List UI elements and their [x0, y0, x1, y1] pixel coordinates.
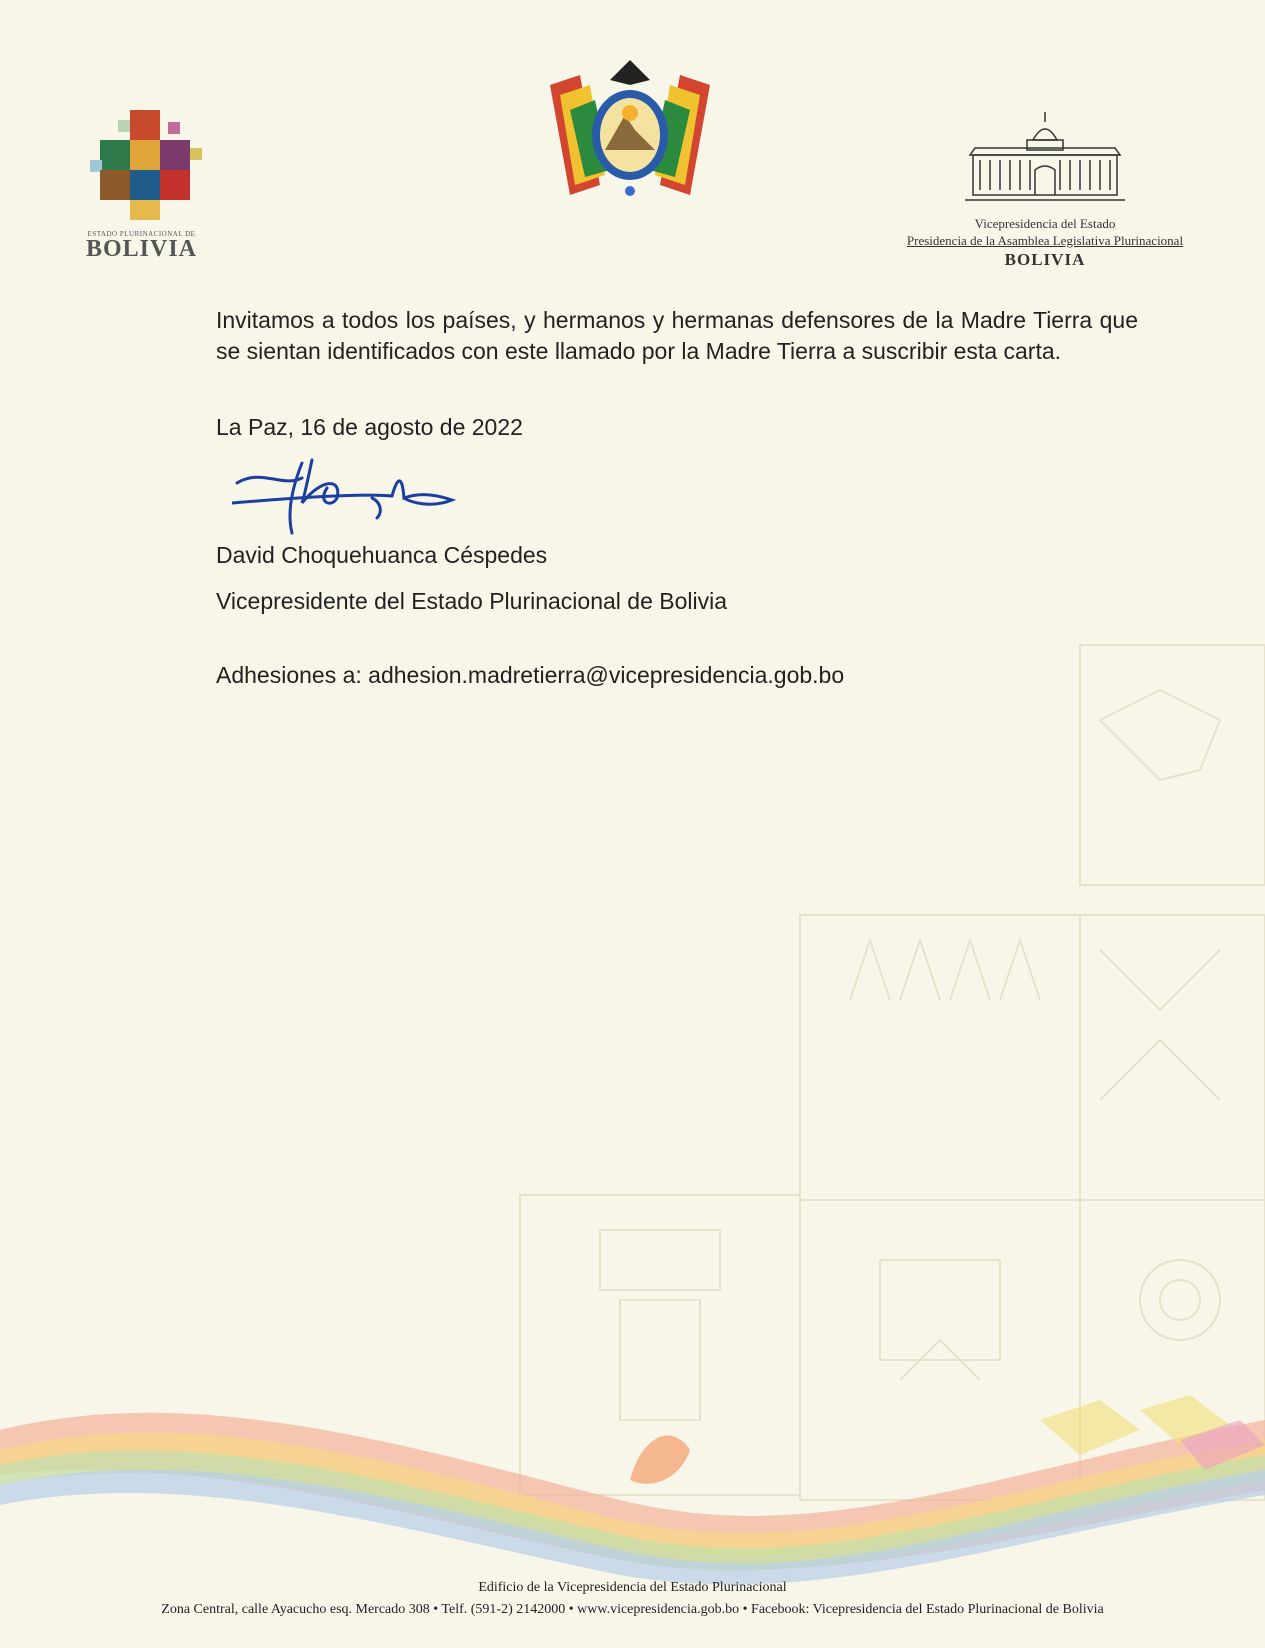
- presidencia-asamblea-line: Presidencia de la Asamblea Legislativa Plurinacional: [906, 233, 1184, 248]
- adhesion-contact: Adhesiones a: adhesion.madretierra@vicepresidencia.gob.bo: [216, 662, 845, 688]
- legislative-building-logo: [965, 110, 1125, 210]
- signer-title: Vicepresidente del Estado Plurinacional de Bolivia: [216, 588, 728, 614]
- letter-date: La Paz, 16 de agosto de 2022: [216, 414, 523, 440]
- chakana-logo: [88, 108, 203, 223]
- footer-address: Zona Central, calle Ayacucho esq. Mercado 308 • Telf. (591-2) 2142000 • www.vicepresidencia.gob.bo • Facebook: Vicepresidencia del Estado Plurinacional de Bolivia: [161, 1602, 1104, 1617]
- vicepresidencia-line: Vicepresidencia del Estado: [974, 216, 1116, 231]
- bolivia-label: BOLIVIA: [85, 236, 198, 262]
- signature: [232, 458, 472, 538]
- signer-name: David Choquehuanca Céspedes: [216, 542, 548, 568]
- invitation-paragraph: Invitamos a todos los países, y hermanos y hermanas defensores de la Madre Tierra que se sientan identificados con este llamado por la Madre Tierra a suscribir esta carta.: [216, 307, 1138, 364]
- footer-building: Edificio de la Vicepresidencia del Estado Plurinacional: [478, 1580, 787, 1595]
- bolivia-right-label: BOLIVIA: [1004, 250, 1086, 269]
- coat-of-arms: [540, 55, 720, 205]
- estado-plurinacional-label: ESTADO PLURINACIONAL DE: [87, 230, 196, 238]
